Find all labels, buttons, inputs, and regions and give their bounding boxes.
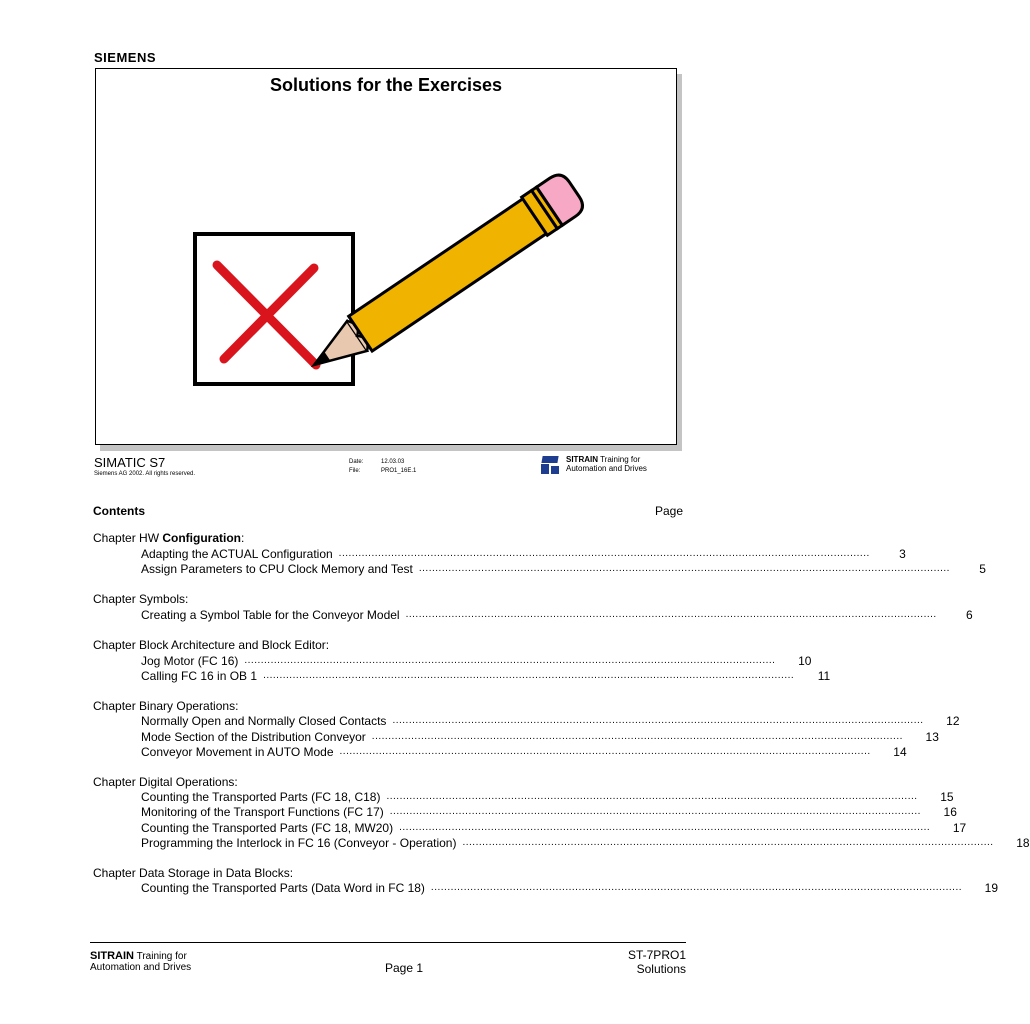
toc-entry: Programming the Interlock in FC 16 (Conveyor - Operation) .................................................................................................................................................................. 18 bbox=[141, 836, 1030, 850]
footer-sitrain bbox=[90, 951, 191, 973]
product-name: SIMATIC S7 bbox=[94, 455, 166, 470]
slide-sitrain-brand: SITRAIN bbox=[566, 455, 598, 464]
file-label: File: bbox=[349, 468, 361, 474]
copyright-text: Siemens AG 2002. All rights reserved. bbox=[94, 471, 196, 477]
toc-entry: Calling FC 16 in OB 1 .................................................................................................................................................................. 11 bbox=[141, 669, 831, 683]
footer-sitrain-brand: SITRAIN bbox=[90, 950, 134, 962]
slide-frame bbox=[95, 68, 677, 445]
toc-entry: Counting the Transported Parts (FC 18, C18) .................................................................................................................................................................. 15 bbox=[141, 790, 954, 804]
slide-title: Solutions for the Exercises bbox=[269, 75, 503, 95]
date-label: Date: bbox=[349, 459, 364, 465]
slide-sitrain-line2: Automation and Drives bbox=[566, 464, 647, 473]
chapter-heading: Chapter Binary Operations: bbox=[93, 699, 239, 713]
doc-section: Solutions bbox=[636, 962, 686, 976]
footer-divider bbox=[90, 942, 686, 943]
toc-entry: Conveyor Movement in AUTO Mode .................................................................................................................................................................. 14 bbox=[141, 745, 907, 759]
toc-entry: Counting the Transported Parts (FC 18, MW20) .................................................................................................................................................................. 17 bbox=[141, 821, 967, 835]
contents-heading: Contents bbox=[93, 504, 145, 518]
doc-id: ST-7PRO1 bbox=[627, 948, 686, 962]
checkbox-pencil-illustration bbox=[96, 69, 676, 444]
toc-entry: Monitoring of the Transport Functions (FC 17) .................................................................................................................................................................. 16 bbox=[141, 805, 957, 819]
pencil-icon bbox=[301, 170, 587, 384]
toc-entry: Normally Open and Normally Closed Contacts .................................................................................................................................................................. 12 bbox=[141, 714, 960, 728]
chapter-heading: Chapter Block Architecture and Block Editor: bbox=[93, 638, 330, 652]
page-column-heading: Page bbox=[655, 504, 684, 518]
chapter-heading: Chapter Digital Operations: bbox=[93, 775, 238, 789]
date-value: 12.03.03 bbox=[381, 459, 405, 465]
footer-sitrain-line1: Training for bbox=[136, 951, 187, 962]
toc-entry: Counting the Transported Parts (Data Word in FC 18) .................................................................................................................................................................. 19 bbox=[141, 881, 999, 895]
toc-entry: Jog Motor (FC 16) .................................................................................................................................................................. 10 bbox=[141, 654, 812, 668]
toc-entry: Adapting the ACTUAL Configuration .................................................................................................................................................................. 3 bbox=[141, 547, 906, 561]
footer-sitrain-line2: Automation and Drives bbox=[90, 962, 192, 973]
toc-entry: Mode Section of the Distribution Conveyor .................................................................................................................................................................. 13 bbox=[141, 730, 939, 744]
toc-entry: Creating a Symbol Table for the Conveyor Model .................................................................................................................................................................. 6 bbox=[141, 608, 973, 622]
slide-sitrain-text bbox=[566, 455, 647, 473]
cross-mark-icon bbox=[217, 265, 316, 365]
slide-sitrain-line1: Training for bbox=[600, 455, 641, 464]
chapter-heading: Chapter Symbols: bbox=[93, 592, 189, 606]
siemens-logo: SIEMENS bbox=[94, 50, 157, 65]
sitrain-logo-icon bbox=[540, 454, 562, 476]
footer-doc-info bbox=[600, 948, 686, 976]
page-number: Page 1 bbox=[385, 961, 424, 975]
chapter-heading: Chapter HW Configuration: bbox=[93, 531, 245, 545]
toc-entry: Assign Parameters to CPU Clock Memory and Test .................................................................................................................................................................. 5 bbox=[141, 562, 986, 576]
file-value: PRO1_16E.1 bbox=[381, 468, 417, 474]
chapter-heading: Chapter Data Storage in Data Blocks: bbox=[93, 866, 294, 880]
